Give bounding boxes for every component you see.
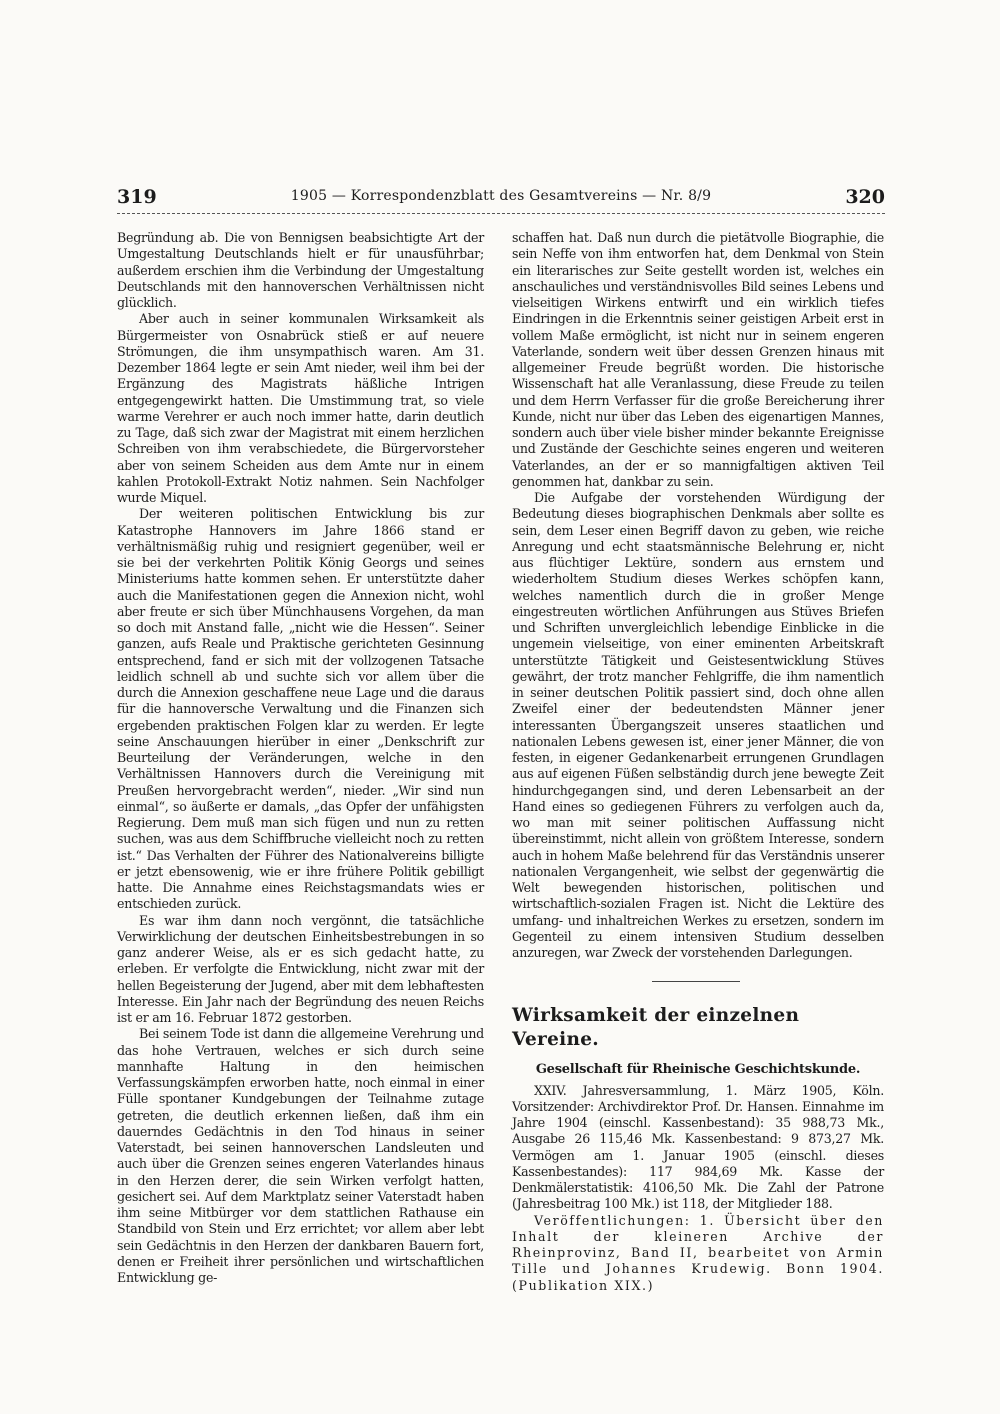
right-column: [512, 230, 884, 1294]
header-rule: [117, 213, 885, 214]
running-title: 1905 — Korrespondenzblatt des Gesamtvereins — Nr. 8/9: [290, 188, 712, 204]
page-number-left: 319: [117, 186, 157, 208]
paragraph: Die Aufgabe der vorstehenden Würdigung der Bedeutung dieses biographischen Denkmals aber sollte es sein, dem Leser einen Begriff davon zu geben, wie reiche Anregung und echt staatsmännische Belehrung er, nicht aus flüchtiger Lektüre, sondern aus ernstem und wiederholtem Studium dieses Werkes schöpfen kann, welches namentlich durch die in großer Menge eingestreuten wörtlichen Anführungen aus Stüves Briefen und Schriften unvergleichlich lebendige Einblicke in die ungemein vielseitige, von einer eminenten Arbeitskraft unterstützte Tätigkeit und Geistesentwicklung Stüves gewährt, der trotz mancher Fehlgriffe, die ihm namentlich in seiner deutschen Politik passiert sind, doch ohne allen Zweifel einer der bedeutendsten Männer jener interessanten Übergangszeit unseres staatlichen und nationalen Lebens gewesen ist, einer jener Männer, die von festen, in eigener Gedankenarbeit errungenen Grundlagen aus auf eigenen Füßen selbständig durch jene bewegte Zeit hindurchgegangen sind, und deren Lebensarbeit an der Hand eines so gediegenen Führers zu verfolgen auch da, wo man mit seiner politischen Auffassung nicht übereinstimmt, nicht allein von größtem Interesse, sondern auch in hohem Maße belehrend für das Verständnis unserer nationalen Vergangenheit, wie selbst der gegenwärtig die Welt bewegenden historischen, politischen und wirtschaftlich-sozialen Fragen ist. Nicht die Lektüre des umfang- und inhaltreichen Werkes zu ersetzen, sondern im Gegenteil zu einem intensiven Studium desselben anzuregen, war Zweck der vorstehenden Darlegungen.: [512, 490, 884, 960]
page-header: [117, 186, 885, 214]
section-divider: [652, 981, 740, 982]
paragraph: Aber auch in seiner kommunalen Wirksamkeit als Bürgermeister von Osnabrück stieß er auf neuere Strömungen, die ihm unsympathisch waren. Am 31. Dezember 1864 legte er sein Amt nieder, weil ihm bei der Ergänzung des Magistrats häßliche Intrigen entgegengewirkt hatten. Die Umstimmung trat, so viele warme Verehrer er auch noch immer hatte, darin deutlich zu Tage, daß sich zwar der Magistrat mit einem herzlichen Schreiben von ihm verabschiedete, die Bürgervorsteher aber von seinem Scheiden aus dem Amte nur in einem kahlen Protokoll-Extrakt Notiz nahmen. Sein Nachfolger wurde Miquel.: [117, 311, 484, 505]
section-title: Wirksamkeit der einzelnen Vereine.: [512, 1005, 800, 1051]
page-number-right: 320: [845, 186, 885, 208]
paragraph: schaffen hat. Daß nun durch die pietätvolle Biographie, die sein Neffe von ihm entworfen hat, dem Denkmal von Stein ein literarisches zur Seite gestellt worden ist, welches ein anschauliches und verständnisvolles Bild seines Lebens und vielseitigen Wirkens entwirft und ein wirklich tiefes Eindringen in die Erkenntnis seiner geistigen Arbeit erst in vollem Maße ermöglicht, ist nicht nur in seinem engeren Vaterlande, sondern weit über dessen Grenzen hinaus mit allgemeiner Freude begrüßt worden. Die historische Wissenschaft hat alle Veranlassung, diese Freude zu teilen und dem Herrn Verfasser für die große Bereicherung ihrer Kunde, nicht nur über das Leben des eigenartigen Mannes, sondern auch über viele bisher minder bekannte Ereignisse und Zustände der Geschichte seines engeren und weiteren Vaterlandes, an der er so mannigfaltigen aktiven Teil genommen hat, dankbar zu sein.: [512, 230, 884, 489]
paragraph: Bei seinem Tode ist dann die allgemeine Verehrung und das hohe Vertrauen, welches er sich durch seine mannhafte Haltung in den heimischen Verfassungskämpfen erworben hatte, noch einmal in einer Fülle spontaner Kundgebungen der Teilnahme zutage getreten, die deutlich erkennen ließen, daß ihm ein dauerndes Gedächtnis in den Tod hinaus in seiner Vaterstadt, bei seinen hannoverschen Landsleuten und auch über die Grenzen seines engeren Vaterlandes hinaus in den Herzen derer, die sein Wirken verfolgt hatten, gesichert sei. Auf dem Marktplatz seiner Vaterstadt haben ihm seine Mitbürger vor dem stattlichen Rathause ein Standbild von Stein und Erz errichtet; vor allem aber lebt sein Gedächtnis in den Herzen der dankbaren Bauern fort, denen er Freiheit ihrer persönlichen und wirtschaftlichen Entwicklung ge-: [117, 1026, 484, 1285]
section-subheading: Gesellschaft für Rheinische Geschichtskunde.: [535, 1062, 861, 1078]
paragraph: Es war ihm dann noch vergönnt, die tatsächliche Verwirklichung der deutschen Einheitsbestrebungen in so ganz anderer Weise, als er es sich gedacht hatte, zu erleben. Er verfolgte die Entwicklung, nicht zwar mit der hellen Begeisterung der Jugend, aber mit dem lebhaftesten Interesse. Ein Jahr nach der Begründung des neuen Reichs ist er am 16. Februar 1872 gestorben.: [117, 912, 484, 1025]
paragraph: XXIV. Jahresversammlung, 1. März 1905, Köln. Vorsitzender: Archivdirektor Prof. Dr. Hansen. Einnahme im Jahre 1904 (einschl. Kassenbestand): 35 988,73 Mk., Ausgabe 26 115,46 Mk. Kassenbestand: 9 873,27 Mk. Vermögen am 1. Januar 1905 (einschl. dieses Kassenbestandes): 117 984,69 Mk. Kasse der Denkmälerstatistik: 4106,50 Mk. Die Zahl der Patrone (Jahresbeitrag 100 Mk.) ist 118, der Mitglieder 188.: [512, 1082, 884, 1212]
paragraph: Der weiteren politischen Entwicklung bis zur Katastrophe Hannovers im Jahre 1866 stand er verhältnismäßig ruhig und resigniert gegenüber, weil er sie bei der verkehrten Politik König Georgs und seines Ministeriums hatte kommen sehen. Er unterstützte daher auch die Manifestationen gegen die Annexion nicht, wohl aber freute er sich über Münchhausens Vorgehen, da man so doch mit Anstand falle, „nicht wie die Hessen“. Seiner ganzen, aufs Reale und Praktische gerichteten Gesinnung entsprechend, fand er sich mit der vollzogenen Tatsache leidlich schnell ab und suchte sich vor allem über die durch die Annexion geschaffene neue Lage und die daraus für die hannoversche Verwaltung und die Finanzen sich ergebenden praktischen Folgen klar zu werden. Er legte seine Anschauungen hierüber in einer „Denkschrift zur Beurteilung der Veränderungen, welche in den Verhältnissen Hannovers durch die Vereinigung mit Preußen hervorgebracht werden“, nieder. „Wir sind nun einmal“, so äußerte er damals, „das Opfer der unfähigsten Regierung. Dem muß man sich fügen und nun zu retten suchen, was aus dem Schiffbruche vielleicht noch zu retten ist.“ Das Verhalten der Führer des Nationalvereins billigte er jetzt ebensowenig, wie er ihre frühere Politik gebilligt hatte. Die Annahme eines Reichstagsmandats wies er entschieden zurück.: [117, 506, 484, 912]
left-column: [117, 230, 484, 1286]
paragraph: Begründung ab. Die von Bennigsen beabsichtigte Art der Umgestaltung Deutschlands hielt er für unausführbar; außerdem erschien ihm die Verbindung der Umgestaltung Deutschlands mit den hannoverschen Verhältnissen nicht glücklich.: [117, 230, 484, 310]
paragraph: Veröffentlichungen: 1. Übersicht über den Inhalt der kleineren Archive der Rheinprovinz, Band II, bearbeitet von Armin Tille und Johannes Krudewig. Bonn 1904. (Publikation XIX.): [512, 1212, 884, 1293]
